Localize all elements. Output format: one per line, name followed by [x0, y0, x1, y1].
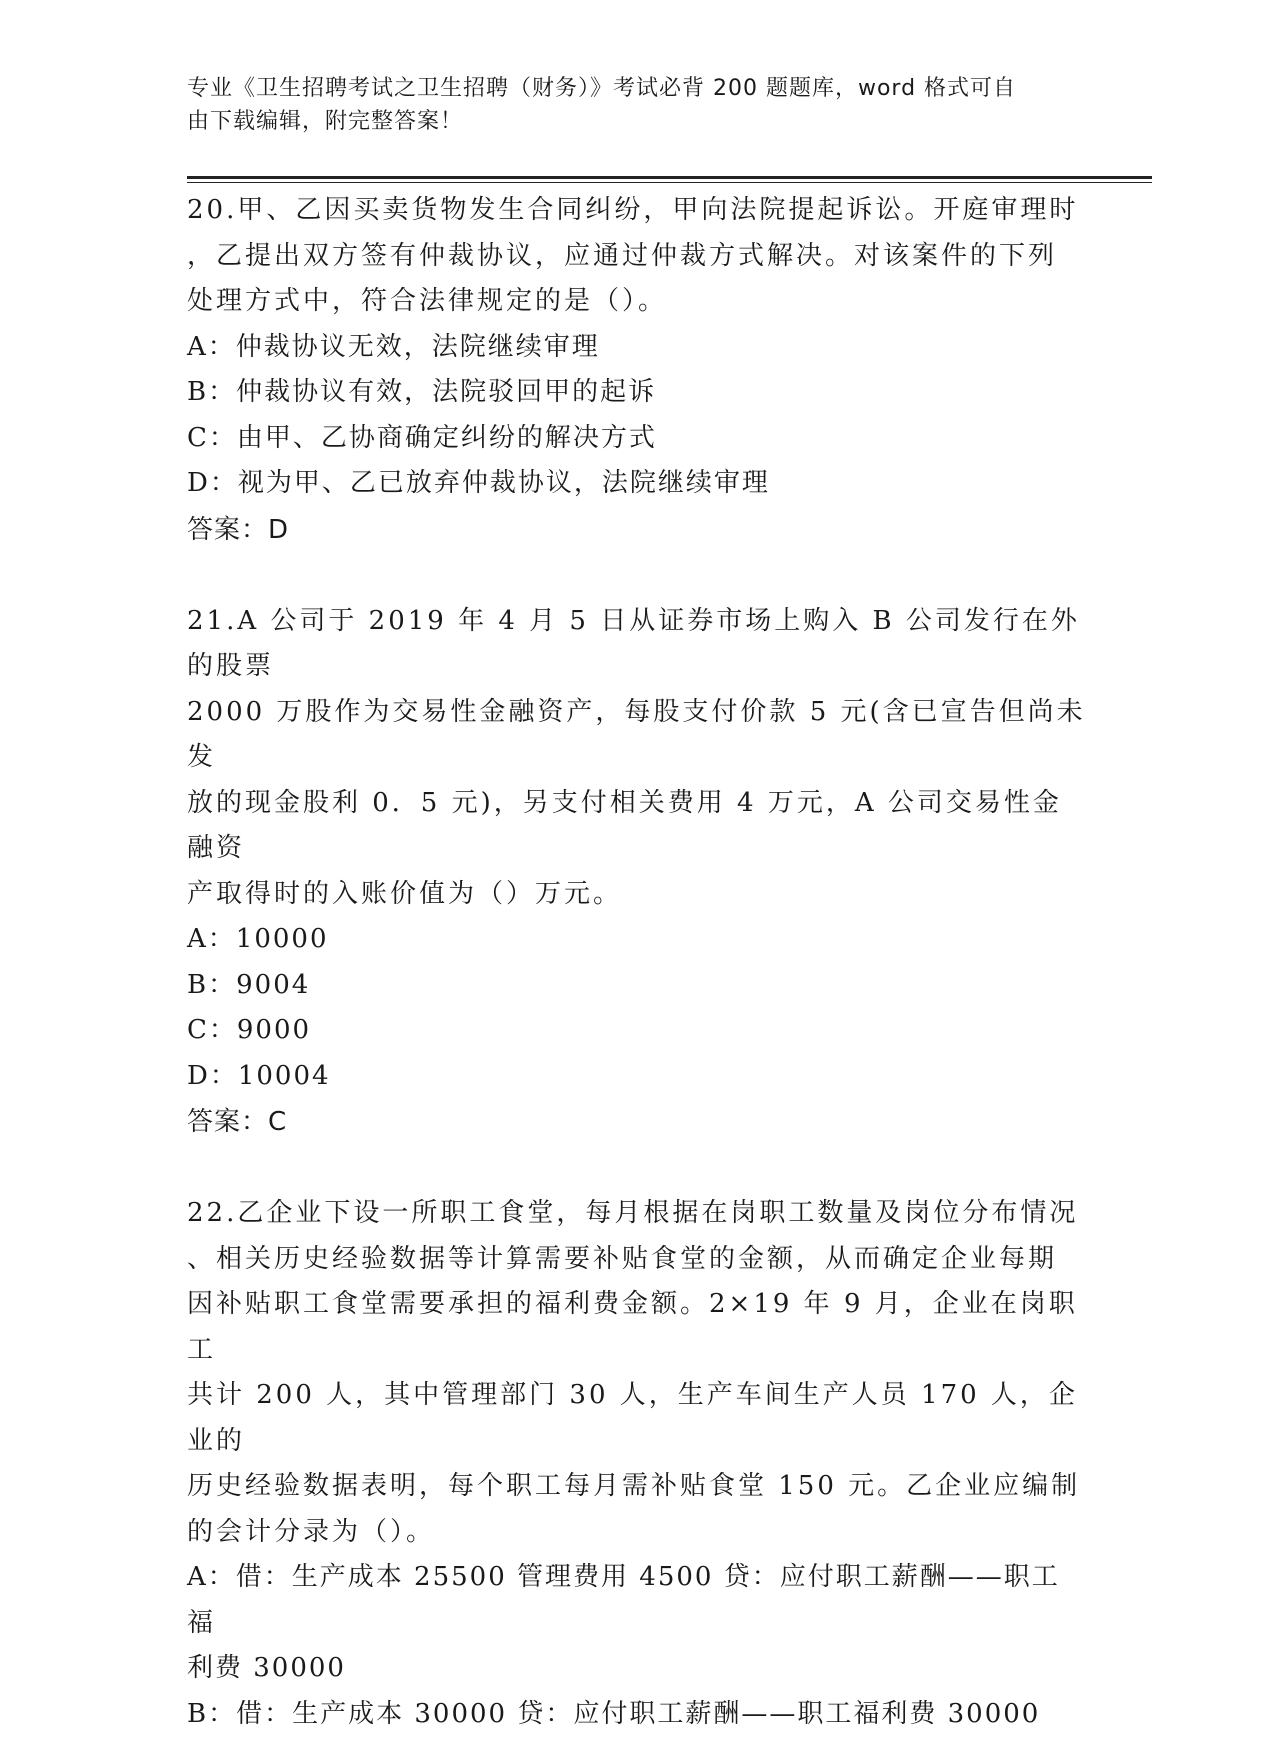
- question-list: [187, 188, 1087, 1737]
- question-text-line: 放的现金股利 0．5 元)，另支付相关费用 4 万元，A 公司交易性金融资: [187, 781, 1087, 872]
- option-b: B：9004: [187, 963, 1087, 1009]
- question-text-line: 的会计分录为（）。: [187, 1510, 1087, 1556]
- option-a: A：10000: [187, 917, 1087, 963]
- question-text-line: 21.A 公司于 2019 年 4 月 5 日从证券市场上购入 B 公司发行在外的股票: [187, 599, 1087, 690]
- option-c: C：由甲、乙协商确定纠纷的解决方式: [187, 416, 1087, 462]
- option-c: C：9000: [187, 1008, 1087, 1054]
- question-text-line: 、相关历史经验数据等计算需要补贴食堂的金额，从而确定企业每期: [187, 1237, 1087, 1283]
- question-text-line: 历史经验数据表明，每个职工每月需补贴食堂 150 元。乙企业应编制: [187, 1464, 1087, 1510]
- question-text-line: 共计 200 人，其中管理部门 30 人，生产车间生产人员 170 人，企业的: [187, 1373, 1087, 1464]
- question-text-line: 因补贴职工食堂需要承担的福利费金额。2×19 年 9 月，企业在岗职工: [187, 1282, 1087, 1373]
- header-divider-thin: [187, 182, 1152, 183]
- question-20: [187, 188, 1087, 553]
- option-b: B：仲裁协议有效，法院驳回甲的起诉: [187, 370, 1087, 416]
- option-d: D：10004: [187, 1054, 1087, 1100]
- question-text-line: 处理方式中，符合法律规定的是（）。: [187, 279, 1087, 325]
- answer: 答案：C: [187, 1099, 1087, 1145]
- header-line-2: 由下载编辑，附完整答案！: [187, 105, 1067, 138]
- option-d: D：视为甲、乙已放弃仲裁协议，法院继续审理: [187, 461, 1087, 507]
- option-a: A：仲裁协议无效，法院继续审理: [187, 325, 1087, 371]
- option-a-continued: 利费 30000: [187, 1646, 1087, 1692]
- question-text-line: 产取得时的入账价值为（）万元。: [187, 872, 1087, 918]
- question-text-line: 20.甲、乙因买卖货物发生合同纠纷，甲向法院提起诉讼。开庭审理时: [187, 188, 1087, 234]
- question-22: [187, 1191, 1087, 1737]
- document-header: [187, 72, 1067, 138]
- question-text-line: 22.乙企业下设一所职工食堂，每月根据在岗职工数量及岗位分布情况: [187, 1191, 1087, 1237]
- option-a: A：借：生产成本 25500 管理费用 4500 贷：应付职工薪酬——职工福: [187, 1555, 1087, 1646]
- question-text-line: 2000 万股作为交易性金融资产，每股支付价款 5 元(含已宣告但尚未发: [187, 690, 1087, 781]
- option-b: B：借：生产成本 30000 贷：应付职工薪酬——职工福利费 30000: [187, 1692, 1087, 1737]
- answer: 答案：D: [187, 507, 1087, 553]
- question-text-line: ，乙提出双方签有仲裁协议，应通过仲裁方式解决。对该案件的下列: [187, 234, 1087, 280]
- question-21: [187, 599, 1087, 1146]
- header-line-1: 专业《卫生招聘考试之卫生招聘（财务）》考试必背 200 题题库，word 格式可自: [187, 72, 1067, 105]
- header-divider-thick: [187, 176, 1152, 179]
